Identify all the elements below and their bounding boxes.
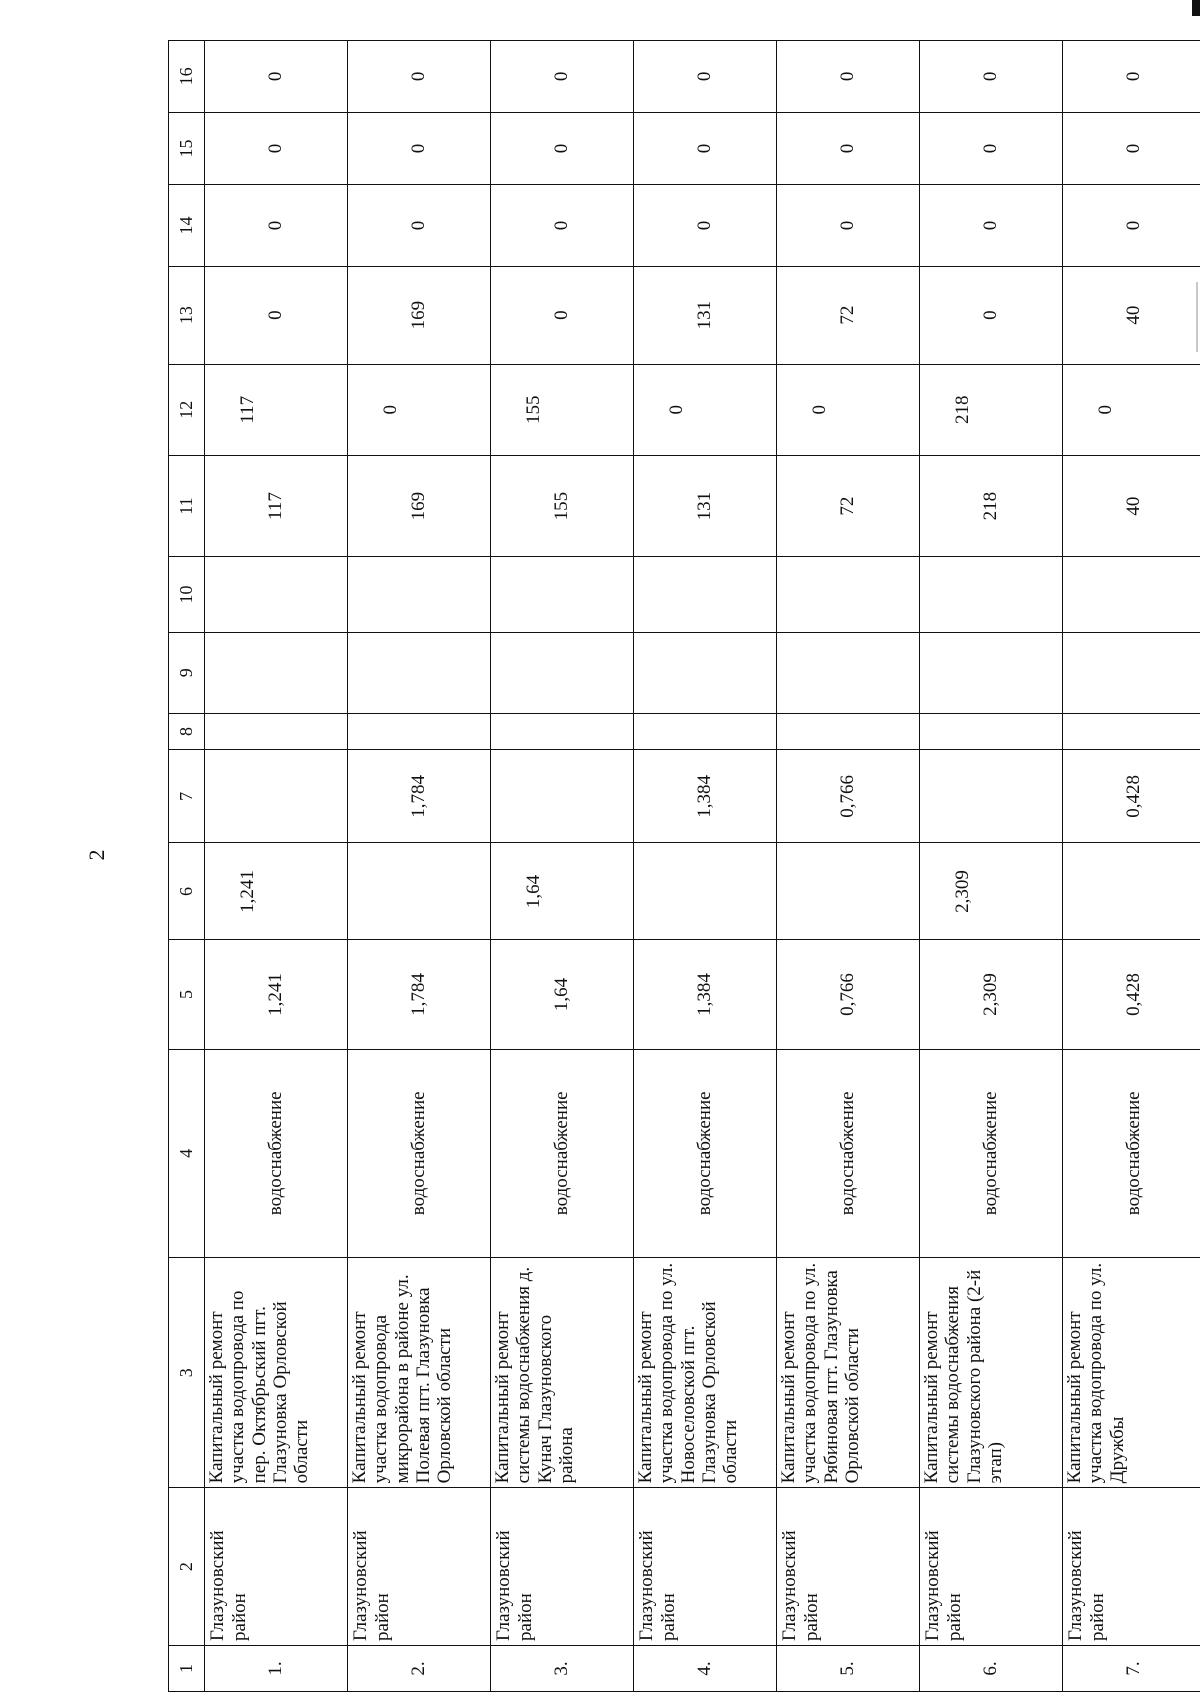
object-name-cell: Капитальный ремонт системы водоснабжения д. Кунач Глазуновского района [491, 1258, 634, 1488]
table-row [920, 41, 1063, 1692]
value-cell-5: 1,241 [205, 940, 348, 1049]
value-cell-8 [920, 713, 1063, 749]
value-cell-13: 0 [491, 266, 634, 364]
header-cell: 9 [169, 632, 205, 713]
value-cell-7: 1,384 [634, 750, 777, 843]
value-cell-10 [348, 557, 491, 632]
table-row [205, 41, 348, 1692]
value-cell-16: 0 [777, 41, 920, 113]
table-row [634, 41, 777, 1692]
object-name-cell: Капитальный ремонт участка водопровода по ул. Рябиновая пгт. Глазуновка Орловской области [777, 1258, 920, 1488]
district-cell: Глазуновский район [348, 1488, 491, 1646]
header-cell: 13 [169, 266, 205, 364]
header-cell: 6 [169, 843, 205, 940]
value-cell-6 [1063, 843, 1200, 940]
value-cell-9 [1063, 632, 1200, 713]
value-cell-8 [777, 713, 920, 749]
service-type-cell: водоснабжение [1063, 1049, 1200, 1257]
value-cell-6 [920, 843, 1063, 940]
value-cell-13: 0 [205, 266, 348, 364]
value-cell-6 [491, 843, 634, 940]
value-cell-5: 1,384 [634, 940, 777, 1049]
value-cell-5: 1,64 [491, 940, 634, 1049]
value-cell-9 [205, 632, 348, 713]
object-name-cell: Капитальный ремонт системы водоснабжения Глазуновского района (2-й этап) [920, 1258, 1063, 1488]
value-cell-14: 0 [491, 185, 634, 266]
table-row [1063, 41, 1200, 1692]
value-cell-7 [491, 750, 634, 843]
row-number-cell: 5. [777, 1645, 920, 1691]
value-cell-7: 0,766 [777, 750, 920, 843]
value-cell-12 [920, 364, 1063, 455]
page-number: 2 [84, 849, 109, 861]
service-type-cell: водоснабжение [348, 1049, 491, 1257]
value-cell-14: 0 [348, 185, 491, 266]
value-cell-8 [348, 713, 491, 749]
value-cell-15: 0 [1063, 112, 1200, 185]
object-name-cell: Капитальный ремонт участка водопровода по ул. Новоселовской пгт. Глазуновка Орловской области [634, 1258, 777, 1488]
value-cell-14: 0 [777, 185, 920, 266]
value-cell-6 [777, 843, 920, 940]
row-number-cell: 1. [205, 1645, 348, 1691]
header-cell: 12 [169, 364, 205, 455]
district-cell: Глазуновский район [1063, 1488, 1200, 1646]
value-text: 117 [236, 395, 258, 424]
value-cell-16: 0 [491, 41, 634, 113]
value-text: 0 [1094, 404, 1116, 415]
value-cell-7 [920, 750, 1063, 843]
value-cell-8 [634, 713, 777, 749]
object-name-cell: Капитальный ремонт участка водопровода микрорайона в районе ул. Полевая пгт. Глазуновка Орловской области [348, 1258, 491, 1488]
value-cell-11: 40 [1063, 455, 1200, 557]
header-cell: 7 [169, 750, 205, 843]
row-number-cell: 4. [634, 1645, 777, 1691]
value-cell-15: 0 [491, 112, 634, 185]
value-cell-7: 0,428 [1063, 750, 1200, 843]
value-text: 1,241 [236, 870, 258, 913]
header-cell: 1 [169, 1645, 205, 1691]
value-cell-16: 0 [1063, 41, 1200, 113]
header-cell: 3 [169, 1258, 205, 1488]
value-cell-8 [205, 713, 348, 749]
value-cell-14: 0 [920, 185, 1063, 266]
value-cell-12 [348, 364, 491, 455]
value-cell-11: 131 [634, 455, 777, 557]
district-cell: Глазуновский район [634, 1488, 777, 1646]
value-cell-7 [205, 750, 348, 843]
value-cell-9 [348, 632, 491, 713]
value-cell-15: 0 [634, 112, 777, 185]
value-cell-15: 0 [348, 112, 491, 185]
value-cell-12 [1063, 364, 1200, 455]
value-cell-8 [491, 713, 634, 749]
object-name-cell: Капитальный ремонт участка водопровода по ул. Дружбы [1063, 1258, 1200, 1488]
value-cell-5: 1,784 [348, 940, 491, 1049]
value-text: 218 [951, 395, 973, 424]
value-cell-15: 0 [777, 112, 920, 185]
header-cell: 4 [169, 1049, 205, 1257]
table-row [348, 41, 491, 1692]
district-cell: Глазуновский район [777, 1488, 920, 1646]
value-cell-10 [777, 557, 920, 632]
value-cell-6 [348, 843, 491, 940]
value-cell-12 [634, 364, 777, 455]
value-cell-8 [1063, 713, 1200, 749]
value-cell-16: 0 [205, 41, 348, 113]
object-name-cell: Капитальный ремонт участка водопровода по пер. Октябрьский пгт. Глазуновка Орловской области [205, 1258, 348, 1488]
service-type-cell: водоснабжение [205, 1049, 348, 1257]
value-cell-11: 155 [491, 455, 634, 557]
value-cell-9 [491, 632, 634, 713]
value-text: 0 [379, 404, 401, 415]
rotated-table-wrapper [168, 40, 1200, 1692]
value-cell-13: 0 [920, 266, 1063, 364]
value-cell-13: 72 [777, 266, 920, 364]
value-cell-16: 0 [634, 41, 777, 113]
scan-mark [1192, 0, 1200, 16]
district-cell: Глазуновский район [205, 1488, 348, 1646]
value-cell-14: 0 [634, 185, 777, 266]
value-cell-15: 0 [920, 112, 1063, 185]
value-text: 2,309 [951, 870, 973, 913]
value-cell-9 [920, 632, 1063, 713]
value-cell-10 [205, 557, 348, 632]
table-row [777, 41, 920, 1692]
value-cell-13: 40 [1063, 266, 1200, 364]
value-cell-10 [920, 557, 1063, 632]
header-cell: 2 [169, 1488, 205, 1646]
value-cell-11: 72 [777, 455, 920, 557]
value-text: 155 [522, 395, 544, 424]
value-text: 0 [665, 404, 687, 415]
value-cell-16: 0 [348, 41, 491, 113]
value-cell-15: 0 [205, 112, 348, 185]
value-cell-10 [1063, 557, 1200, 632]
header-row [169, 41, 205, 1692]
value-cell-13: 131 [634, 266, 777, 364]
header-cell: 8 [169, 713, 205, 749]
value-cell-12 [205, 364, 348, 455]
value-cell-11: 117 [205, 455, 348, 557]
value-cell-9 [634, 632, 777, 713]
row-number-cell: 2. [348, 1645, 491, 1691]
value-cell-6 [634, 843, 777, 940]
value-cell-14: 0 [1063, 185, 1200, 266]
row-number-cell: 3. [491, 1645, 634, 1691]
district-cell: Глазуновский район [920, 1488, 1063, 1646]
value-text: 1,64 [522, 874, 544, 909]
value-cell-14: 0 [205, 185, 348, 266]
header-cell: 5 [169, 940, 205, 1049]
service-type-cell: водоснабжение [920, 1049, 1063, 1257]
data-table [168, 40, 1200, 1692]
header-cell: 16 [169, 41, 205, 113]
table-row [491, 41, 634, 1692]
value-cell-6 [205, 843, 348, 940]
value-cell-7: 1,784 [348, 750, 491, 843]
row-number-cell: 6. [920, 1645, 1063, 1691]
row-number-cell: 7. [1063, 1645, 1200, 1691]
value-cell-16: 0 [920, 41, 1063, 113]
value-cell-5: 2,309 [920, 940, 1063, 1049]
district-cell: Глазуновский район [491, 1488, 634, 1646]
header-cell: 14 [169, 185, 205, 266]
value-cell-10 [491, 557, 634, 632]
value-cell-12 [491, 364, 634, 455]
value-cell-5: 0,428 [1063, 940, 1200, 1049]
value-cell-9 [777, 632, 920, 713]
value-cell-12 [777, 364, 920, 455]
service-type-cell: водоснабжение [634, 1049, 777, 1257]
value-cell-13: 169 [348, 266, 491, 364]
value-cell-11: 218 [920, 455, 1063, 557]
header-cell: 15 [169, 112, 205, 185]
value-cell-5: 0,766 [777, 940, 920, 1049]
service-type-cell: водоснабжение [777, 1049, 920, 1257]
header-cell: 11 [169, 455, 205, 557]
header-cell: 10 [169, 557, 205, 632]
value-cell-10 [634, 557, 777, 632]
value-cell-11: 169 [348, 455, 491, 557]
value-text: 0 [808, 404, 830, 415]
service-type-cell: водоснабжение [491, 1049, 634, 1257]
